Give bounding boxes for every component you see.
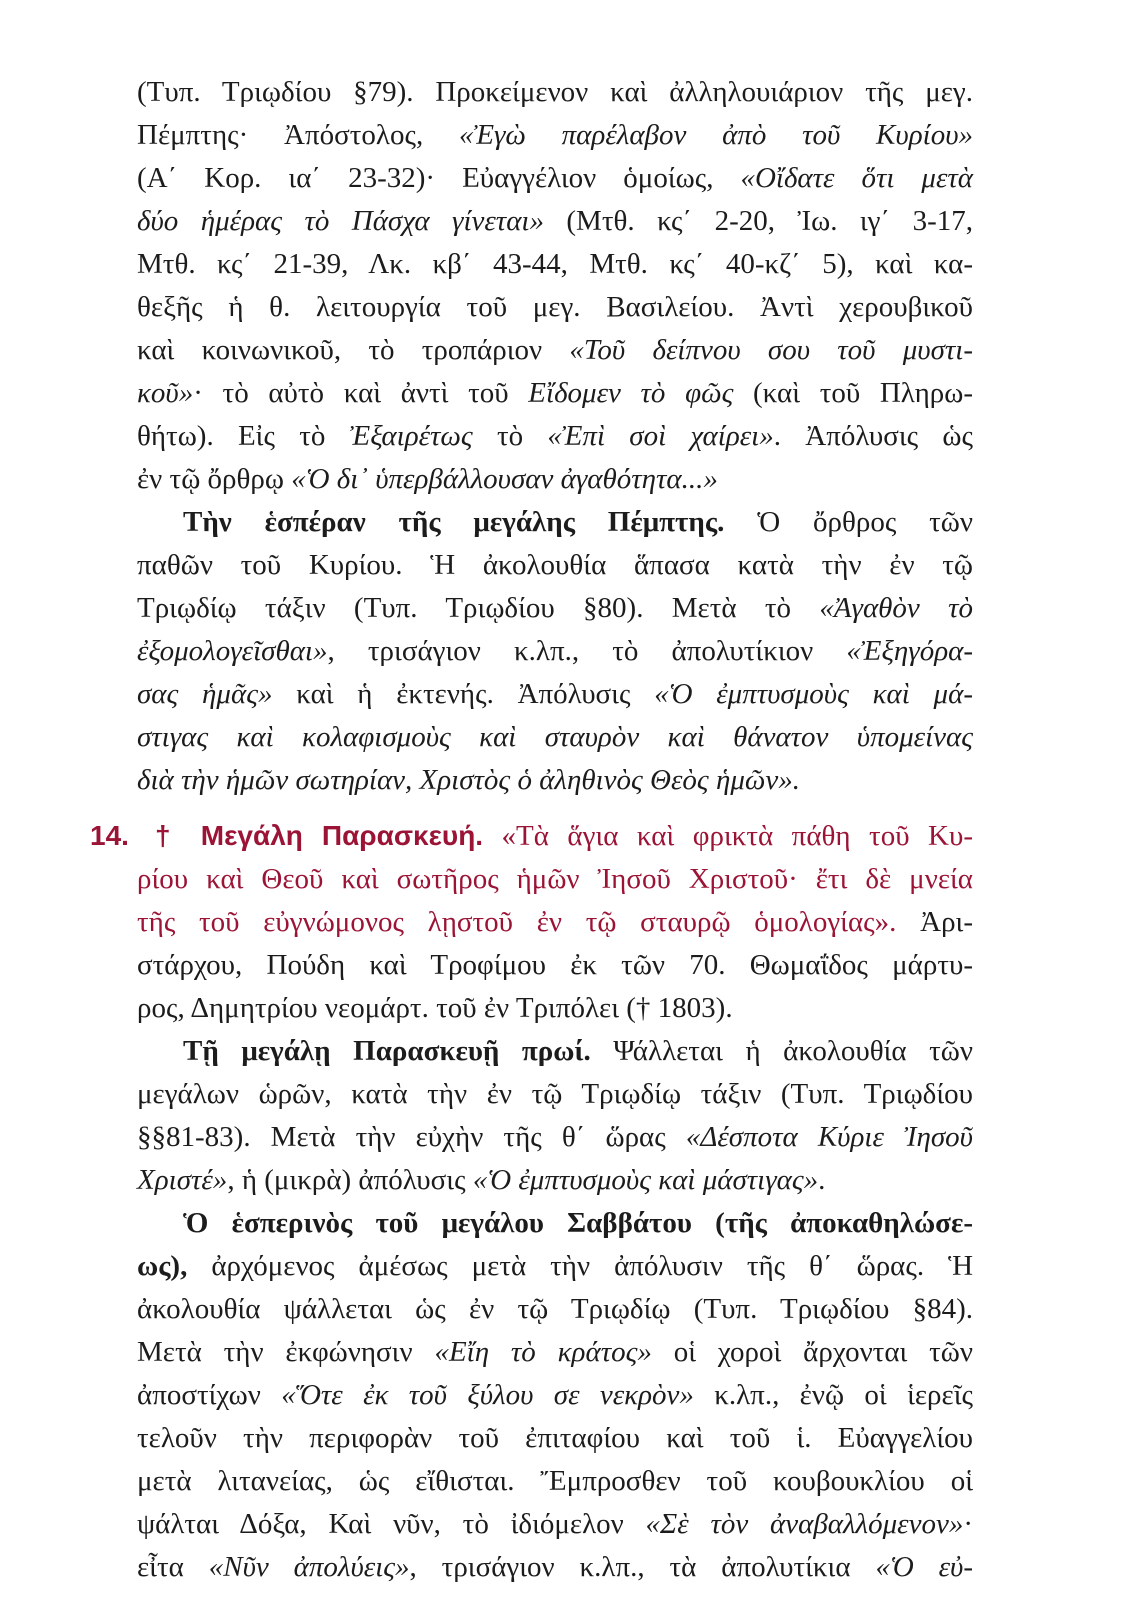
text-line: θεξῆς ἡ θ. λειτουργία τοῦ μεγ. Βασιλείου. Ἀντὶ χερουβικοῦ <box>137 291 973 323</box>
text-line: ἀκολουθία ψάλλεται ὡς ἐν τῷ Τριῳδίῳ (Τυπ. Τριῳδίου §84). <box>137 1293 973 1325</box>
text-line: Ὁ ἑσπερινὸς τοῦ μεγάλου Σαββάτου (τῆς ἀποκαθηλώσε- <box>183 1207 973 1239</box>
text-line: παθῶν τοῦ Κυρίου. Ἡ ἀκολουθία ἅπασα κατὰ τὴν ἐν τῷ <box>137 549 973 581</box>
text-line: ἐξομολογεῖσθαι», τρισάγιον κ.λπ., τὸ ἀπολυτίκιον «Ἐξηγόρα- <box>137 635 973 667</box>
text-line: διὰ τὴν ἡμῶν σωτηρίαν, Χριστὸς ὁ ἀληθινὸς Θεὸς ἡμῶν». <box>137 764 800 796</box>
text-line: ἐν τῷ ὄρθρῳ «Ὁ δι᾽ ὑπερβάλλουσαν ἀγαθότητα...» <box>137 463 718 495</box>
text-line: θήτω). Εἰς τὸ Ἐξαιρέτως τὸ «Ἐπὶ σοὶ χαίρει». Ἀπόλυσις ὡς <box>137 420 973 452</box>
text-line: Πέμπτης· Ἀπόστολος, «Ἐγὼ παρέλαβον ἀπὸ τοῦ Κυρίου» <box>137 119 973 151</box>
text-line: ρος, Δημητρίου νεομάρτ. τοῦ ἐν Τριπόλει († 1803). <box>137 992 733 1024</box>
text-line: μετὰ λιτανείας, ὡς εἴθισται. Ἔμπροσθεν τοῦ κουβουκλίου οἱ <box>137 1465 973 1497</box>
text-line: μεγάλων ὡρῶν, κατὰ τὴν ἐν τῷ Τριῳδίῳ τάξιν (Τυπ. Τριῳδίου <box>137 1078 973 1110</box>
text-line: (Τυπ. Τριῳδίου §79). Προκείμενον καὶ ἀλληλουιάριον τῆς μεγ. <box>137 76 973 108</box>
text-line: τελοῦν τὴν περιφορὰν τοῦ ἐπιταφίου καὶ τοῦ ἱ. Εὐαγγελίου <box>137 1422 973 1454</box>
text-line: στάρχου, Πούδη καὶ Τροφίμου ἐκ τῶν 70. Θωμαΐδος μάρτυ- <box>137 949 973 981</box>
text-line: καὶ κοινωνικοῦ, τὸ τροπάριον «Τοῦ δείπνου σου τοῦ μυστι- <box>137 334 973 366</box>
text-line: §§81-83). Μετὰ τὴν εὐχὴν τῆς θ΄ ὥρας «Δέσποτα Κύριε Ἰησοῦ <box>137 1121 973 1153</box>
text-line: κοῦ»· τὸ αὐτὸ καὶ ἀντὶ τοῦ Εἴδομεν τὸ φῶς (καὶ τοῦ Πληρω- <box>137 377 973 409</box>
text-line: Μετὰ τὴν ἐκφώνησιν «Εἴη τὸ κράτος» οἱ χοροὶ ἄρχονται τῶν <box>137 1336 974 1368</box>
text-line: Τὴν ἑσπέραν τῆς μεγάλης Πέμπτης. Ὁ ὄρθρος τῶν <box>183 506 973 538</box>
text-line: Μτθ. κς΄ 21-39, Λκ. κβ΄ 43-44, Μτθ. κς΄ 40-κζ΄ 5), καὶ κα- <box>137 248 973 280</box>
feast-heading-line: † Μεγάλη Παρασκευή. «Τὰ ἅγια καὶ φρικτὰ πάθη τοῦ Κυ- <box>155 820 973 852</box>
text-line: ψάλται Δόξα, Καὶ νῦν, τὸ ἰδιόμελον «Σὲ τὸν ἀναβαλλόμενον»· <box>137 1508 973 1540</box>
text-line: εἶτα «Νῦν ἀπολύεις», τρισάγιον κ.λπ., τὰ ἀπολυτίκια «Ὁ εὐ- <box>137 1551 974 1583</box>
text-line: (Α΄ Κορ. ια΄ 23-32)· Εὐαγγέλιον ὁμοίως, «Οἴδατε ὅτι μετὰ <box>137 162 973 194</box>
day-number: 14. <box>90 820 129 851</box>
text-line: Τριῳδίῳ τάξιν (Τυπ. Τριῳδίου §80). Μετὰ τὸ «Ἀγαθὸν τὸ <box>137 592 973 624</box>
text-line: Τῇ μεγάλῃ Παρασκευῇ πρωί. Ψάλλεται ἡ ἀκολουθία τῶν <box>183 1035 974 1067</box>
text-line: Χριστέ», ἡ (μικρὰ) ἀπόλυσις «Ὁ ἐμπτυσμοὺς καὶ μάστιγας». <box>137 1164 826 1196</box>
text-line: ἀποστίχων «Ὅτε ἐκ τοῦ ξύλου σε νεκρὸν» κ.λπ., ἐνῷ οἱ ἱερεῖς <box>137 1379 973 1411</box>
text-line: ρίου καὶ Θεοῦ καὶ σωτῆρος ἡμῶν Ἰησοῦ Χριστοῦ· ἔτι δὲ μνεία <box>137 863 973 895</box>
text-line: στιγας καὶ κολαφισμοὺς καὶ σταυρὸν καὶ θάνατον ὑπομείνας <box>137 721 973 753</box>
text-line: σας ἡμᾶς» καὶ ἡ ἐκτενής. Ἀπόλυσις «Ὁ ἐμπτυσμοὺς καὶ μά- <box>137 678 973 710</box>
feast-title: † Μεγάλη Παρασκευή. <box>155 820 484 851</box>
text-line: τῆς τοῦ εὐγνώμονος λῃστοῦ ἐν τῷ σταυρῷ ὁμολογίας». Ἀρι- <box>137 906 974 938</box>
text-line: ως), ἀρχόμενος ἀμέσως μετὰ τὴν ἀπόλυσιν τῆς θ΄ ὥρας. Ἡ <box>137 1250 973 1282</box>
text-line: δύο ἡμέρας τὸ Πάσχα γίνεται» (Μτθ. κς΄ 2-20, Ἰω. ιγ΄ 3-17, <box>137 205 973 237</box>
